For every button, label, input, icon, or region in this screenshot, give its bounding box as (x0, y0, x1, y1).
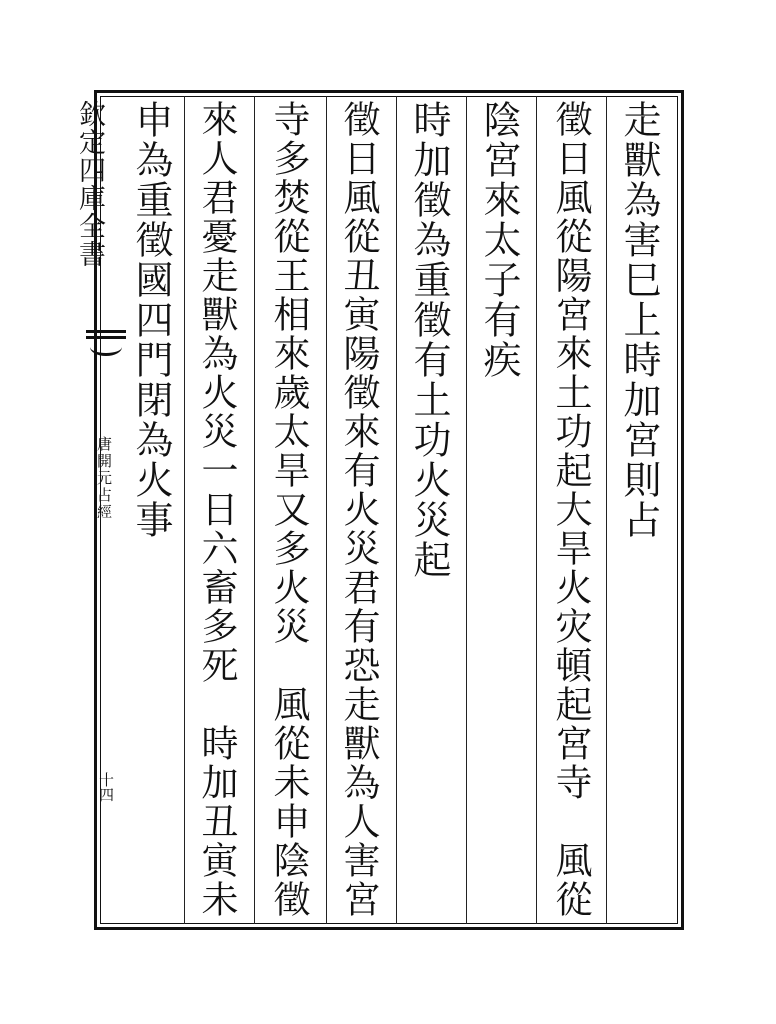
text-column-7: 來人君憂走獸為火災一日六畜多死 時加丑寅未 (195, 100, 238, 919)
text-column-6: 寺多焚從王相來歲太旱又多火災 風從未申陰徵 (267, 100, 310, 919)
column-rule (184, 96, 185, 924)
column-rule (606, 96, 607, 924)
book-title: 欽定四庫全書 (74, 100, 105, 268)
text-column-2: 徵日風從陽宮來土功起大旱火灾頓起宮寺 風從 (549, 100, 592, 919)
column-rule (536, 96, 537, 924)
column-rule (254, 96, 255, 924)
text-column-3: 陰宮來太子有疾 (477, 100, 521, 380)
column-rule (396, 96, 397, 924)
text-column-5: 徵日風從丑寅陽徵來有火災君有恐走獸為人害宮 (337, 100, 380, 919)
text-column-8: 申為重徵國四門閉為火事 (129, 100, 173, 540)
text-column-1: 走獸為害巳上時加宮則占 (617, 100, 661, 540)
column-rule (326, 96, 327, 924)
column-rule (466, 96, 467, 924)
page-number: 十四 (97, 772, 115, 802)
fish-tail-ornament (86, 330, 126, 360)
text-column-4: 時加徵為重徵有土功火災起 (407, 100, 451, 580)
work-title: 唐開元占經 (95, 436, 113, 521)
